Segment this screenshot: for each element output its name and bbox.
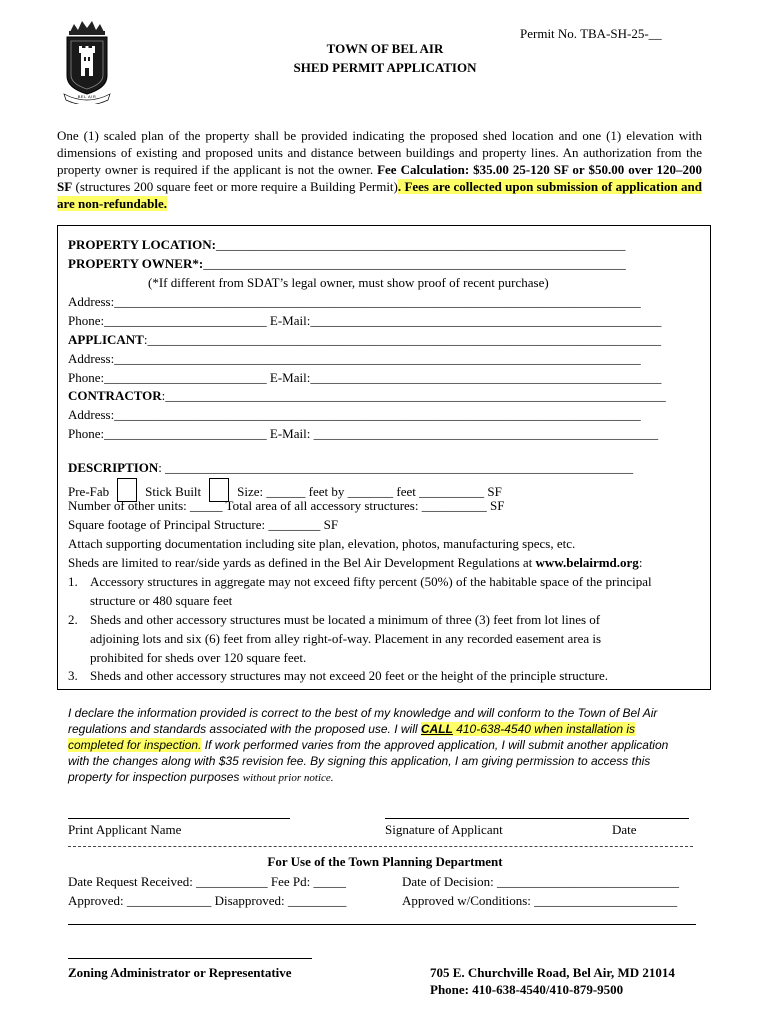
owner-note: (*If different from SDAT’s legal owner, must show proof of recent purchase) <box>148 275 549 290</box>
attach-docs-note: Attach supporting documentation including site plan, elevation, photos, manufacturing specs, etc. <box>68 536 576 551</box>
applicant-label[interactable]: APPLICANT:_______________________________________________________________________________ <box>68 332 661 347</box>
applicant-phone-email-field[interactable]: Phone:_________________________ E-Mail:______________________________________________________ <box>68 370 662 385</box>
fees-non-refundable-note: . Fees are collected upon submission of application and are non-refundable. <box>57 179 702 211</box>
other-units-field[interactable]: Number of other units: _____ Total area of all accessory structures: __________ SF <box>68 498 505 513</box>
date-of-decision-field[interactable]: Date of Decision: ____________________________ <box>402 874 679 889</box>
owner-phone-email-field[interactable]: Phone:_________________________ E-Mail:______________________________________________________ <box>68 313 662 328</box>
without-notice-text: without prior notice. <box>242 772 334 784</box>
approved-conditions-field[interactable]: Approved w/Conditions: ______________________ <box>402 893 678 908</box>
applicant-address-field[interactable]: Address:_________________________________________________________________________________ <box>68 351 641 366</box>
town-phone: Phone: 410-638-4540/410-879-9500 <box>430 982 624 997</box>
contractor-address-field[interactable]: Address:_________________________________________________________________________________ <box>68 407 641 422</box>
permit-number: Permit No. TBA-SH-25-__ <box>520 26 662 41</box>
principal-sqft-field[interactable]: Square footage of Principal Structure: ________ SF <box>68 517 339 532</box>
signature-of-applicant-label: Signature of Applicant <box>385 822 503 837</box>
contractor-label[interactable]: CONTRACTOR:_____________________________________________________________________________ <box>68 388 666 403</box>
town-name: TOWN OF BEL AIR <box>326 41 444 56</box>
inspection-phone-note: 410-638-4540 when installation is completed for inspection. <box>68 722 635 752</box>
office-use-separator <box>68 846 693 847</box>
signature-line[interactable] <box>385 818 689 819</box>
office-use-heading: For Use of the Town Planning Department <box>267 854 503 869</box>
zoning-administrator-label: Zoning Administrator or Representative <box>68 965 292 980</box>
date-received-fee-field[interactable]: Date Request Received: ___________ Fee Pd: _____ <box>68 874 347 889</box>
property-location-label: PROPERTY LOCATION:_______________________________________________________________ <box>68 237 626 252</box>
form-title: SHED PERMIT APPLICATION <box>293 60 477 75</box>
stick-built-label: Stick Built <box>145 484 202 499</box>
intro-text: One (1) scaled plan of the property shall be provided indicating the proposed shed location and one (1) elevation with dimensions of existing and proposed units and distance between buildings and property lines. An authorization from the property owner is required if the applicant is not the owner. <box>57 128 702 177</box>
website-link[interactable]: www.belairmd.org <box>535 555 639 570</box>
approved-disapproved-field[interactable]: Approved: _____________ Disapproved: _________ <box>68 893 347 908</box>
print-name-line[interactable] <box>68 818 290 819</box>
rule-1: 1. Accessory structures in aggregate may not exceed fifty percent (50%) of the habitable space of the principal structure or 480 square feet <box>68 574 652 608</box>
size-field[interactable]: Size: ______ feet by _______ feet __________ SF <box>237 484 502 499</box>
owner-address-field[interactable]: Address:_________________________________________________________________________________ <box>68 294 641 309</box>
zoning-signature-line[interactable] <box>68 958 312 959</box>
intro-paragraph <box>57 127 702 212</box>
office-notes-line[interactable] <box>68 924 696 925</box>
description-label[interactable]: DESCRIPTION: ________________________________________________________________________ <box>68 460 634 475</box>
sheds-limited-note: Sheds are limited to rear/side yards as defined in the Bel Air Development Regulations at www.belairmd.org: <box>68 555 643 570</box>
town-address: 705 E. Churchville Road, Bel Air, MD 21014 <box>430 965 675 980</box>
call-emphasis: CALL <box>420 722 453 736</box>
fee-calculation: Fee Calculation: $35.00 25-120 SF or $50.00 over 120–200 SF <box>57 162 702 194</box>
property-owner-label: PROPERTY OWNER*:_________________________________________________________________ <box>68 256 626 271</box>
declaration-paragraph: I declare the information provided is correct to the best of my knowledge and will conform to the Town of Bel Air regulations and standards associated with the proposed use. I will CALL 410-638-4540 when installation is completed for inspection. If work performed varies from the approved application, I will submit another application with the changes along with $35 revision fee. By signing this application, I am giving permission to access this property for inspection purposes without prior notice. <box>68 706 669 784</box>
intro-building-permit-note: (structures 200 square feet or more require a Building Permit) <box>72 179 398 194</box>
print-applicant-name-label: Print Applicant Name <box>68 822 182 837</box>
date-label: Date <box>612 822 637 837</box>
contractor-phone-email-field[interactable]: Phone:_________________________ E-Mail: _____________________________________________________ <box>68 426 659 441</box>
rule-2: 2. Sheds and other accessory structures must be located a minimum of three (3) feet from lot lines of adjoining lots and six (6) feet from alley right-of-way. Placement in any recorded easement area is prohibited for sheds over 120 square feet. <box>68 612 602 665</box>
seal-ribbon-text: BEL AIR <box>77 94 97 99</box>
rule-3: 3. Sheds and other accessory structures may not exceed 20 feet or the height of the principle structure. <box>68 668 609 683</box>
prefab-label: Pre-Fab <box>68 484 110 499</box>
